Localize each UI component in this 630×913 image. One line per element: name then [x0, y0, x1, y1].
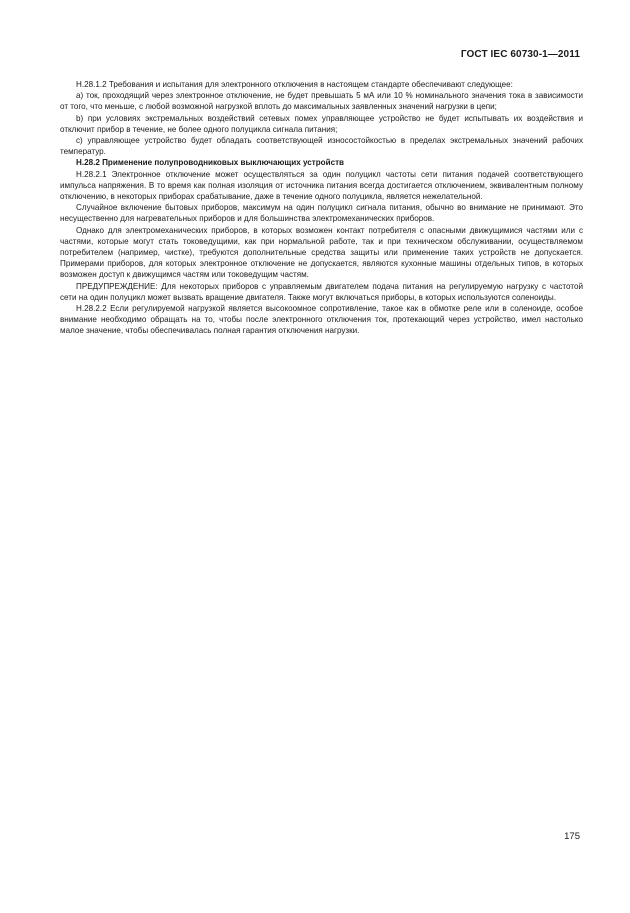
paragraph-h28-1-2: Н.28.1.2 Требования и испытания для электронного отключения в настоящем стандарте обеспечивают следующее: — [76, 80, 513, 89]
paragraph-item-a: a) ток, проходящий через электронное отключение, не будет превышать 5 мА или 10 % номинального значения тока в зависимости от того, что меньше, с любой возможной нагрузкой вплоть до максимальных заявленных значений нагрузки в цепи; — [60, 91, 583, 112]
standard-header: ГОСТ IEC 60730-1—2011 — [460, 49, 580, 60]
paragraph-random-switching: Случайное включение бытовых приборов, максимум на один полуцикл сигнала питания, обычно во внимание не принимают. Это несущественно для нагревательных приборов и для большинства электромеханических приборов. — [60, 203, 583, 224]
paragraph-item-b: b) при условиях экстремальных воздействий сетевых помех управляющее устройство не будет испытывать их воздействия и отключит прибор в течение, не более одного полуцикла сигнала питания; — [60, 113, 583, 134]
section-heading-h28-2: Н.28.2 Применение полупроводниковых выключающих устройств — [76, 158, 345, 168]
paragraph-warning: ПРЕДУПРЕЖДЕНИЕ: Для некоторых приборов с управляемым двигателем подача питания на регулируемую нагрузку с частотой сети на один полуцикл может вызвать вращение двигателя. Также могут включаться приборы, в которых используются соленоиды. — [60, 281, 583, 302]
paragraph-electromechanical: Однако для электромеханических приборов, в которых возможен контакт потребителя с опасными движущимися частями или с частями, которые могут стать токоведущими, как при нормальной работе, так и при техническом обслуживании, осуществляемом потребителем (например, чистке), требуются дополнительные средства защиты или применение таких устройств не допускается. Примерами приборов, для которых электронное отключение не допускается, являются кухонные машины отдельных типов, в которых возможен доступ к движущимся частям или токоведущим частям. — [60, 225, 583, 280]
document-body — [60, 79, 583, 337]
page-number: 175 — [564, 831, 580, 842]
paragraph-h28-2-1: Н.28.2.1 Электронное отключение может осуществляться за один полуцикл частоты сети питания подачей соответствующего импульса напряжения. В то время как полная изоляция от источника питания всегда достигается отключением, эквивалентным полному отключению, в некоторых приборах срабатывание, даже в течение одного полуцикла, является нежелательной. — [60, 169, 583, 202]
paragraph-item-c: c) управляющее устройство будет обладать соответствующей износостойкостью в пределах экстремальных значений рабочих температур. — [60, 136, 583, 157]
paragraph-h28-2-2: Н.28.2.2 Если регулируемой нагрузкой является высокоомное сопротивление, такое как в обмотке реле или в соленоиде, особое внимание необходимо обращать на то, чтобы после электронного отключения ток, протекающий через устройство, имел настолько малое значение, чтобы обеспечивалась полная гарантия отключения нагрузки. — [60, 304, 583, 336]
